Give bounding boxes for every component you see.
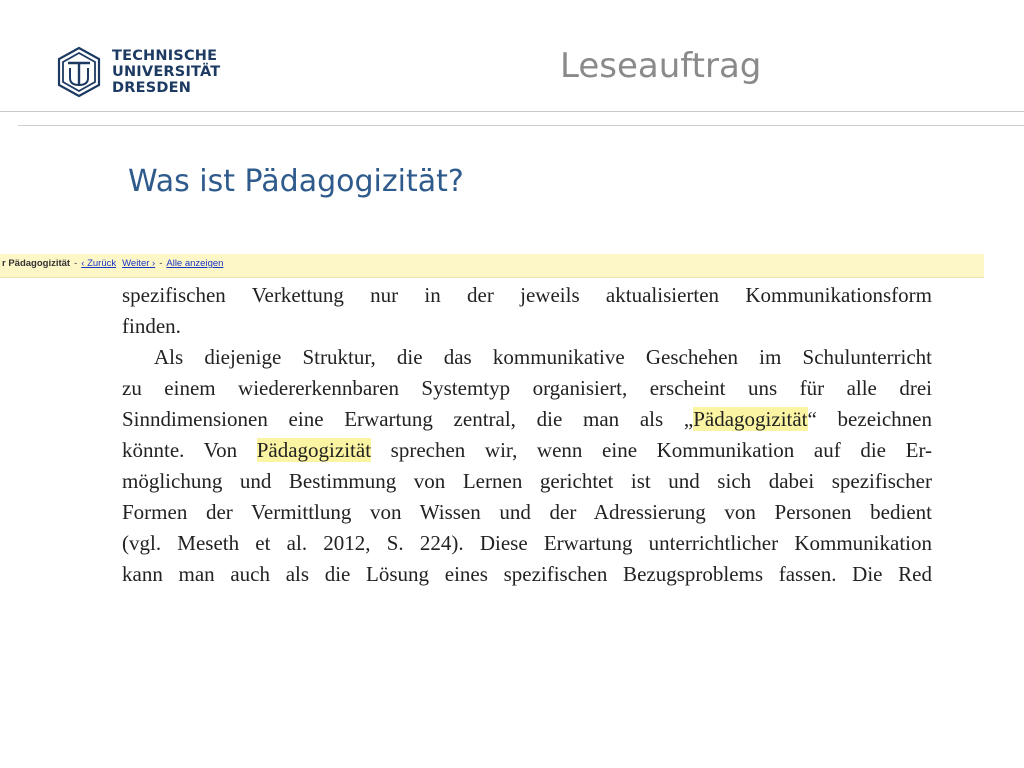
question-heading: Was ist Pädagogizität?: [128, 164, 464, 199]
text-fragment: könnte. Von: [122, 438, 257, 462]
show-all-link[interactable]: Alle anzeigen: [166, 258, 224, 269]
book-page-text: [122, 280, 933, 586]
nav-separator: -: [159, 258, 163, 269]
university-name: [112, 48, 220, 96]
text-fragment: sprechen wir, wenn eine Kommunikation auf die Er-: [371, 438, 933, 462]
text-line: spezifischen Verkettung nur in der jeweils aktualisierten Kommunikationsform: [122, 283, 932, 307]
highlighted-term: Pädagogizität: [693, 407, 808, 431]
header-divider-top: [0, 111, 1024, 112]
book-excerpt-screenshot: [0, 254, 984, 586]
text-fragment: “ bezeichnen: [807, 407, 932, 431]
header-divider-bottom: [18, 125, 1024, 126]
slide-title: Leseauftrag: [560, 46, 762, 86]
text-line: [122, 404, 932, 435]
book-nav-title: r Pädagogizität: [2, 258, 71, 269]
tu-dresden-logo-icon: [56, 46, 102, 98]
text-line: Als diejenige Struktur, die das kommunikative Geschehen im Schulunterricht: [154, 345, 932, 369]
clipped-text-line: [122, 559, 932, 586]
text-fragment: Sinndimensionen eine Erwartung zentral, die man als „: [122, 407, 694, 431]
text-line: zu einem wiedererkennbaren Systemtyp organisiert, erscheint uns für alle drei: [122, 376, 932, 400]
nav-separator: -: [74, 258, 78, 269]
text-line: finden.: [122, 314, 181, 338]
text-line: kann man auch als die Lösung eines spezifischen Bezugsproblems fassen. Die Red: [122, 562, 932, 586]
highlighted-term: Pädagogizität: [256, 438, 372, 462]
university-name-line-3: DRESDEN: [112, 80, 192, 96]
university-name-line-2: UNIVERSITÄT: [112, 64, 221, 80]
text-line: (vgl. Meseth et al. 2012, S. 224). Diese Erwartung unterrichtlicher Kommunikation: [122, 531, 932, 555]
text-line: [122, 435, 932, 466]
back-link[interactable]: ‹ Zurück: [81, 258, 117, 269]
text-line: Formen der Vermittlung von Wissen und der Adressierung von Personen bedient: [122, 500, 932, 524]
book-nav-bar: [0, 254, 984, 278]
text-line: möglichung und Bestimmung von Lernen gerichtet ist und sich dabei spezifischer: [122, 469, 932, 493]
next-link[interactable]: Weiter ›: [122, 258, 156, 269]
university-name-line-1: TECHNISCHE: [112, 48, 218, 64]
